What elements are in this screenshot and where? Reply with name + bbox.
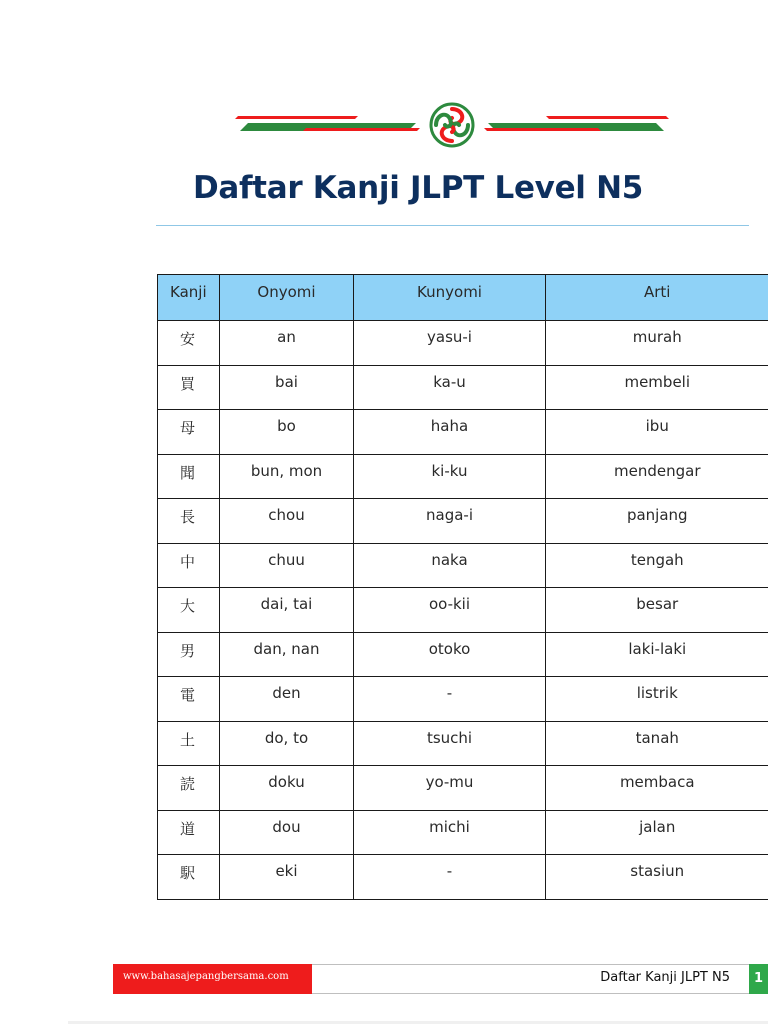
cell-kunyomi: michi (354, 810, 546, 855)
cell-onyomi: eki (220, 855, 354, 900)
cell-onyomi: an (220, 321, 354, 366)
cell-kanji: 男 (158, 632, 220, 677)
table-row (158, 766, 768, 811)
table-row (158, 810, 768, 855)
cell-kunyomi: - (354, 855, 546, 900)
cell-kanji: 道 (158, 810, 220, 855)
cell-onyomi: doku (220, 766, 354, 811)
cell-kunyomi: ka-u (354, 365, 546, 410)
table-row (158, 677, 768, 722)
cell-kunyomi: haha (354, 410, 546, 455)
table-row (158, 365, 768, 410)
cell-arti: panjang (546, 499, 768, 544)
footer-rule-top (312, 964, 768, 965)
cell-arti: tengah (546, 543, 768, 588)
title-divider (156, 225, 749, 226)
table-row (158, 632, 768, 677)
cell-kanji: 駅 (158, 855, 220, 900)
footer-doc-title: Daftar Kanji JLPT N5 (600, 970, 730, 985)
header-kanji: Kanji (158, 275, 220, 321)
cell-kunyomi: naka (354, 543, 546, 588)
cell-kunyomi: ki-ku (354, 454, 546, 499)
cell-onyomi: chou (220, 499, 354, 544)
header-kunyomi: Kunyomi (354, 275, 546, 321)
cell-arti: listrik (546, 677, 768, 722)
cell-kunyomi: yo-mu (354, 766, 546, 811)
cell-arti: membeli (546, 365, 768, 410)
cell-kanji: 母 (158, 410, 220, 455)
cell-onyomi: dou (220, 810, 354, 855)
cell-kanji: 電 (158, 677, 220, 722)
table-row (158, 499, 768, 544)
table-row (158, 588, 768, 633)
header-onyomi: Onyomi (220, 275, 354, 321)
table-row (158, 855, 768, 900)
cell-arti: tanah (546, 721, 768, 766)
cell-onyomi: bun, mon (220, 454, 354, 499)
page-title: Daftar Kanji JLPT Level N5 (192, 170, 644, 206)
footer-website[interactable]: www.bahasajepangbersama.com (113, 964, 312, 994)
cell-arti: mendengar (546, 454, 768, 499)
left-red-stripe-lower (303, 128, 420, 131)
cell-onyomi: dai, tai (220, 588, 354, 633)
header-arti: Arti (546, 275, 768, 321)
cell-kunyomi: naga-i (354, 499, 546, 544)
left-red-stripe (235, 116, 358, 119)
cell-onyomi: bo (220, 410, 354, 455)
cell-kanji: 中 (158, 543, 220, 588)
cell-kanji: 安 (158, 321, 220, 366)
cell-kanji: 大 (158, 588, 220, 633)
table-header-row (158, 275, 768, 321)
cell-kanji: 読 (158, 766, 220, 811)
cell-arti: jalan (546, 810, 768, 855)
page-footer (113, 964, 768, 994)
swirl-logo-icon (431, 104, 473, 146)
cell-kanji: 土 (158, 721, 220, 766)
table-row (158, 454, 768, 499)
cell-onyomi: den (220, 677, 354, 722)
cell-onyomi: do, to (220, 721, 354, 766)
footer-page-number: 1 (749, 964, 768, 994)
cell-onyomi: chuu (220, 543, 354, 588)
cell-kunyomi: tsuchi (354, 721, 546, 766)
cell-onyomi: bai (220, 365, 354, 410)
cell-kanji: 買 (158, 365, 220, 410)
kanji-table (157, 274, 768, 900)
footer-rule-bottom (312, 993, 768, 994)
header-decoration (234, 100, 670, 150)
cell-kunyomi: otoko (354, 632, 546, 677)
cell-arti: murah (546, 321, 768, 366)
cell-arti: laki-laki (546, 632, 768, 677)
right-red-stripe-lower (484, 128, 601, 131)
table-row (158, 721, 768, 766)
table-row (158, 543, 768, 588)
cell-arti: stasiun (546, 855, 768, 900)
cell-kunyomi: - (354, 677, 546, 722)
cell-kanji: 長 (158, 499, 220, 544)
cell-arti: besar (546, 588, 768, 633)
cell-arti: ibu (546, 410, 768, 455)
table-row (158, 410, 768, 455)
cell-kunyomi: yasu-i (354, 321, 546, 366)
right-red-stripe (546, 116, 669, 119)
cell-arti: membaca (546, 766, 768, 811)
cell-kunyomi: oo-kii (354, 588, 546, 633)
cell-kanji: 聞 (158, 454, 220, 499)
cell-onyomi: dan, nan (220, 632, 354, 677)
table-row (158, 321, 768, 366)
